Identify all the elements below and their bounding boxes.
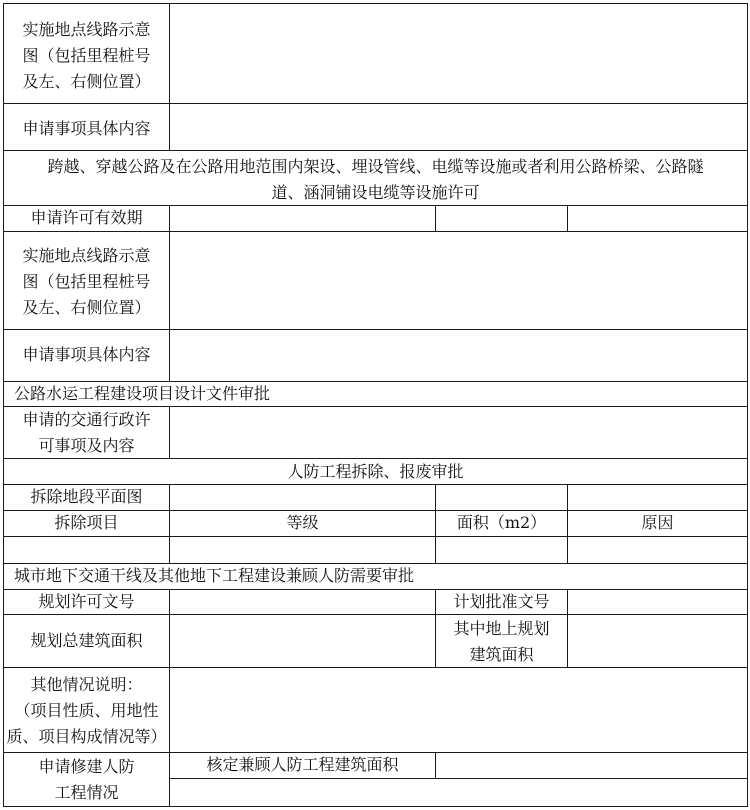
rule bbox=[3, 103, 747, 104]
rule bbox=[3, 806, 747, 807]
admin-item-label-line: 申请的交通行政许 bbox=[22, 410, 151, 429]
rule bbox=[567, 205, 568, 232]
section-title-line: 跨越、穿越公路及在公路用地范围内架设、埋设管线、电缆等设施或者利用公路桥梁、公路隧 bbox=[47, 157, 704, 176]
rule bbox=[567, 589, 568, 667]
site-route-label-line: 图（包括里程桩号 bbox=[22, 272, 151, 291]
rule bbox=[747, 3, 748, 807]
rule bbox=[169, 3, 170, 151]
section-title: 城市地下交通干线及其他地下工程建设兼顾人防需要审批 bbox=[14, 566, 415, 585]
plan-label: 拆除地段平面图 bbox=[30, 487, 143, 506]
rule bbox=[3, 150, 747, 151]
table-header-item: 拆除项目 bbox=[54, 513, 119, 532]
rule bbox=[3, 231, 747, 232]
section-title: 人防工程拆除、报废审批 bbox=[287, 462, 464, 481]
admin-item-label-line: 可事项及内容 bbox=[38, 436, 135, 455]
rule bbox=[435, 752, 436, 779]
site-route-label-line: 及左、右侧位置） bbox=[22, 298, 151, 317]
approved-area-label: 核定兼顾人防工程建筑面积 bbox=[206, 755, 399, 774]
site-route-label-line: 实施地点线路示意 bbox=[22, 246, 151, 265]
application-details-label: 申请事项具体内容 bbox=[22, 119, 151, 138]
total-area-label: 规划总建筑面积 bbox=[30, 631, 143, 650]
rule bbox=[169, 778, 747, 779]
section-title: 公路水运工程建设项目设计文件审批 bbox=[14, 384, 271, 403]
above-ground-area-label-line: 其中地上规划 bbox=[453, 619, 550, 638]
table-header-area: 面积（m2） bbox=[456, 513, 547, 532]
site-route-label-line: 图（包括里程桩号 bbox=[22, 46, 151, 65]
approval-number-label: 计划批准文号 bbox=[453, 592, 550, 611]
other-notes-label-line: 其他情况说明： bbox=[30, 675, 143, 694]
rule bbox=[3, 329, 747, 330]
rule bbox=[3, 536, 747, 537]
validity-label: 申请许可有效期 bbox=[30, 208, 143, 227]
build-situation-label-line: 工程情况 bbox=[54, 783, 119, 802]
other-notes-label-line: （项目性质、用地性 bbox=[14, 701, 159, 720]
permit-number-label: 规划许可文号 bbox=[38, 592, 135, 611]
build-situation-label-line: 申请修建人防 bbox=[38, 757, 135, 776]
rule bbox=[3, 667, 747, 668]
rule bbox=[169, 406, 170, 459]
above-ground-area-label-line: 建筑面积 bbox=[469, 645, 534, 664]
section-title-line: 道、涵洞铺设电缆等设施许可 bbox=[271, 183, 480, 202]
site-route-label-line: 及左、右侧位置） bbox=[22, 72, 151, 91]
rule bbox=[3, 3, 747, 4]
table-header-grade: 等级 bbox=[286, 513, 319, 532]
rule bbox=[435, 205, 436, 232]
table-header-reason: 原因 bbox=[641, 513, 674, 532]
other-notes-label-line: 质、项目构成情况等） bbox=[6, 727, 167, 746]
application-details-label: 申请事项具体内容 bbox=[22, 345, 151, 364]
site-route-label-line: 实施地点线路示意 bbox=[22, 20, 151, 39]
rule bbox=[169, 205, 170, 382]
